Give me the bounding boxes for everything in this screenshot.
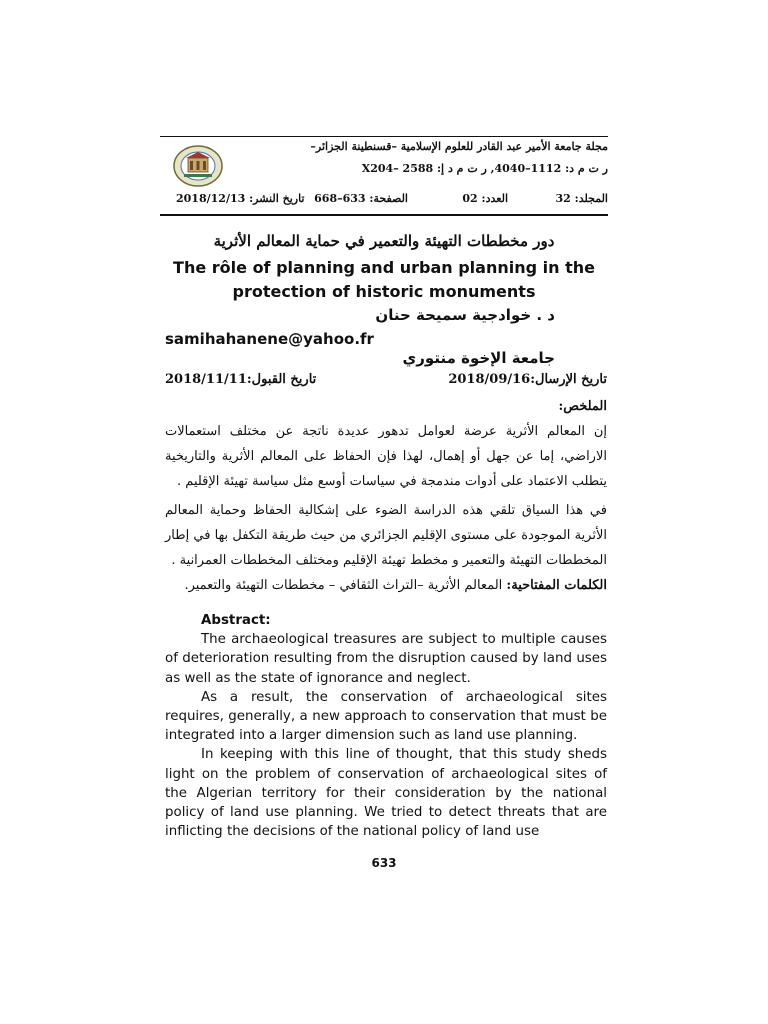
arabic-abstract-paragraph-2: في هذا السياق تلقي هذه الدراسة الضوء على إشكالية الحفاظ وحماية المعالم الأثرية الموجودة على مستوى الإقليم الجزائري من حيث طريقة التكفل بها في إطار المخططات التهيئة والتعمير و مخطط تهيئة الإقليم ومختلف المخططات العمرانية . (165, 503, 607, 568)
publish-date-label: تاريخ النشر: 2018/12/13 (176, 192, 305, 205)
english-abstract (165, 611, 607, 841)
arabic-abstract-heading: الملخص: (558, 399, 607, 414)
english-abstract-paragraph-3: In keeping with this line of thought, that this study sheds light on the problem of conservation of archaeological sites of the Algerian territory for their consideration by the national policy of land use planning. We tried to detect threats that are inflicting the decisions of the national policy of land use (165, 747, 607, 840)
keywords-list: المعالم الأثرية –التراث الثقافي – مخططات التهيئة والتعمير. (184, 578, 503, 593)
author-email: samihahanene@yahoo.fr (165, 330, 374, 348)
article-title-arabic: دور مخططات التهيئة والتعمير في حماية المعالم الأثرية (213, 232, 555, 250)
issn-line: ر ت م د: 1112–4040, ر ت م د إ: 2588 –X204 (361, 162, 608, 175)
article-titles (0, 232, 768, 304)
pages-label: الصفحة: 633–668 (314, 192, 408, 205)
arabic-abstract-paragraph-1: إن المعالم الأثرية عرضة لعوامل تدهور عديدة ناتجة عن مختلف استعمالات الاراضي، إما عن جهل أو إهمال، لهذا فإن الحفاظ على المعالم الأثرية والتاريخية يتطلب الاعتماد على أدوات مندمجة في سياسات أوسع مثل سياسة تهيئة الإقليم . (165, 424, 607, 489)
volume-label: المجلد: 32 (555, 192, 608, 205)
issue-label: العدد: 02 (462, 192, 508, 205)
english-abstract-heading: Abstract: (201, 613, 271, 628)
article-title-english-line2: protection of historic monuments (232, 282, 536, 301)
keywords-label: الكلمات المفتاحية: (506, 578, 607, 593)
journal-name: مجلة جامعة الأمير عبد القادر للعلوم الإسلامية –قسنطينة الجزائر– (310, 140, 608, 153)
header-bottom-rule (160, 214, 608, 216)
university-logo-icon (172, 144, 224, 188)
author-name: د . خوادجية سميحة حنان (375, 306, 555, 324)
page-number: 633 (371, 856, 397, 870)
english-abstract-paragraph-1: The archaeological treasures are subject to multiple causes of deterioration resulting from the disruption caused by land uses as well as the state of ignorance and neglect. (165, 632, 607, 686)
arabic-keywords (165, 573, 607, 598)
issue-meta-row (160, 192, 608, 210)
article-title-english-line1: The rôle of planning and urban planning in the (173, 258, 595, 277)
author-university: جامعة الإخوة منتوري (402, 349, 555, 367)
journal-header (160, 136, 608, 214)
submission-dates (165, 372, 607, 390)
accepted-date: تاريخ القبول:2018/11/11 (165, 372, 317, 387)
arabic-abstract (165, 394, 607, 598)
english-abstract-paragraph-2: As a result, the conservation of archaeological sites requires, generally, a new approach to conservation that must be integrated into a larger dimension such as land use planning. (165, 689, 607, 744)
sent-date: تاريخ الإرسال:2018/09/16 (448, 372, 607, 387)
